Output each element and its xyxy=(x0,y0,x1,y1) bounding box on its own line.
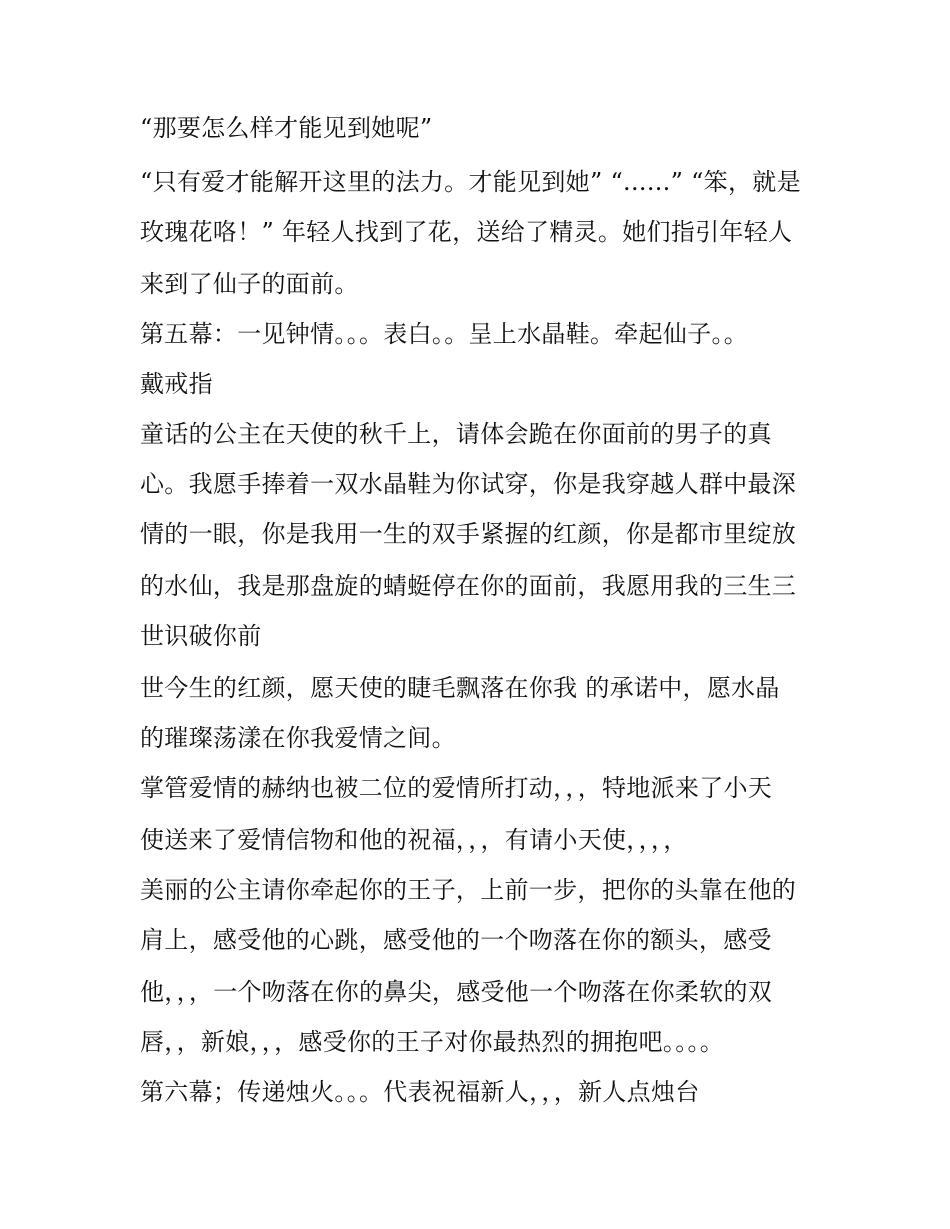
text-line: 的水仙，我是那盘旋的蜻蜓停在你的面前，我愿用我的三生三 xyxy=(140,572,797,600)
text-line: 玫瑰花咯！” 年轻人找到了花，送给了精灵。她们指引年轻人 xyxy=(140,218,793,246)
text-line: 童话的公主在天使的秋千上，请体会跪在你面前的男子的真 xyxy=(140,420,772,448)
text-line: 戴戒指 xyxy=(140,370,213,398)
text-line: 肩上，感受他的心跳，感受他的一个吻落在你的额头，感受 xyxy=(140,926,772,954)
text-line: 心。我愿手捧着一双水晶鞋为你试穿，你是我穿越人群中最深 xyxy=(140,470,797,498)
text-line: 世今生的红颜，愿天使的睫毛飘落在你我 的承诺中，愿水晶 xyxy=(140,674,780,702)
text-line: 情的一眼，你是我用一生的双手紧握的红颜，你是都市里绽放 xyxy=(140,520,797,548)
text-line: 第六幕；传递烛火。。。代表祝福新人，，，新人点烛台 xyxy=(140,1078,700,1106)
text-line: 使送来了爱情信物和他的祝福，，，有请小天使，，，， xyxy=(140,826,688,854)
text-line: 唇，，新娘，，，感受你的王子对你最热烈的拥抱吧。。。。 xyxy=(140,1028,725,1056)
text-line: “那要怎么样才能见到她呢” xyxy=(140,114,433,142)
text-line: 的璀璨荡漾在你我爱情之间。 xyxy=(140,724,456,752)
text-line: 来到了仙子的面前。 xyxy=(140,270,359,298)
text-line: 掌管爱情的赫纳也被二位的爱情所打动，，，特地派来了小天 xyxy=(140,774,773,802)
text-line: 第五幕：一见钟情。。。表白。。呈上水晶鞋。牵起仙子。。 xyxy=(140,320,749,348)
text-line: “只有爱才能解开这里的法力。才能见到她” “......” “笨，就是 xyxy=(140,168,801,196)
text-line: 他，，，一个吻落在你的鼻尖，感受他一个吻落在你柔软的双 xyxy=(140,978,773,1006)
text-line: 世识破你前 xyxy=(140,622,262,650)
text-line: 美丽的公主请你牵起你的王子，上前一步，把你的头靠在他的 xyxy=(140,876,797,904)
